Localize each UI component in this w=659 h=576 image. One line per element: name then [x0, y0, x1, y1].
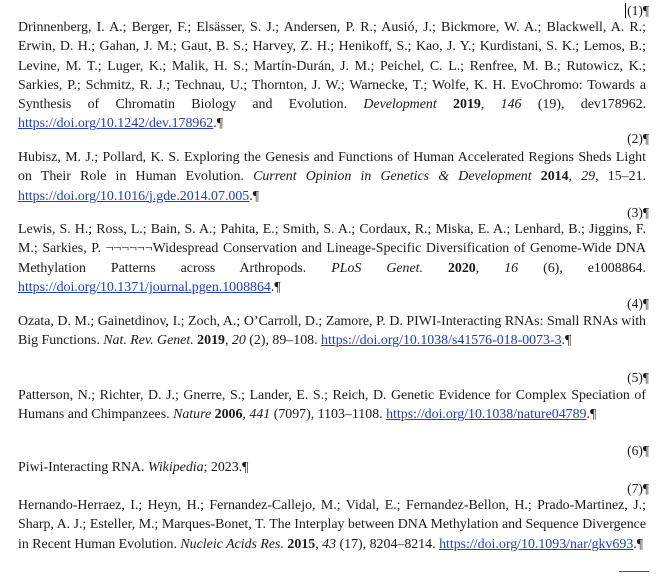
- reference-entry[interactable]: Ozata, D. M.; Gainetdinov, I.; Zoch, A.; O’Carroll, D.; Zamore, P. D. PIWI-Interacting RNAs: Small RNAs with Big Functions. Nat. Rev. Genet. 2019, 20 (2), 89–108. https://doi.org/10.1038/s41576-018-0073-3.¶: [18, 314, 646, 349]
- pilcrow-mark: ¶: [252, 188, 260, 204]
- doi-link[interactable]: https://doi.org/10.1038/nature04789: [386, 407, 587, 423]
- pilcrow-mark: ¶: [242, 460, 249, 475]
- pilcrow-mark: ¶: [274, 279, 281, 295]
- ref-journal: Wikipedia: [148, 460, 204, 475]
- reference-entry[interactable]: Hubisz, M. J.; Pollard, K. S. Exploring the Genesis and Functions of Human Accelerated Regions Sheds Light on Their Role in Human Evolution. Current Opinion in Genetics & Development 2014, 29, 15–21. https://doi.org/10.1016/j.gde.2014.07.005.¶: [18, 150, 646, 204]
- pilcrow-mark: ¶: [565, 333, 572, 349]
- ref-journal: Current Opinion in Genetics & Development: [253, 169, 532, 185]
- ref-number: (4)¶: [627, 296, 649, 311]
- ref-year: 2006: [214, 407, 243, 423]
- pilcrow-mark: ¶: [636, 536, 644, 552]
- ref-journal: Nucleic Acids Res.: [180, 536, 284, 552]
- ref-journal: Nature: [173, 407, 212, 423]
- ref-journal: Nat. Rev. Genet.: [103, 333, 194, 349]
- ref-year: 2019: [197, 333, 225, 349]
- ref-year-note: ; 2023.: [203, 460, 243, 475]
- ref-volume: 20: [231, 333, 246, 349]
- ref-journal: PLoS Genet.: [331, 260, 423, 276]
- ref-year: 2019: [453, 97, 481, 113]
- ref-authors-title: Patterson, N.; Richter, D. J.; Gnerre, S.; Lander, E. S.; Reich, D. Genetic Evidence for Complex Speciation of Humans and Chimpanzees.: [18, 388, 646, 423]
- pilcrow-mark: ¶: [216, 116, 224, 132]
- ref-number: (6)¶: [627, 443, 649, 458]
- ref-year: 2015: [287, 536, 316, 552]
- ref-pages: (2), 89–108.: [245, 333, 322, 349]
- doi-link[interactable]: https://doi.org/10.1242/dev.178962: [18, 116, 214, 132]
- ref-number: (2)¶: [627, 131, 649, 146]
- ref-year: 2020: [447, 260, 476, 276]
- ref-pages: (6), e1008864.: [518, 260, 646, 276]
- ref-pages: (19), dev178962.: [521, 97, 647, 113]
- ref-title: Piwi-Interacting RNA.: [18, 460, 149, 475]
- ref-number: (5)¶: [627, 370, 649, 385]
- ref-volume: 146: [500, 97, 522, 113]
- ref-pages: , 15–21.: [595, 169, 646, 185]
- ref-authors-title: Hubisz, M. J.; Pollard, K. S. Exploring the Genesis and Functions of Human Accelerated Regions Sheds Light on Their Role in Human Evolution.: [18, 150, 646, 185]
- ref-volume: 43: [322, 536, 337, 552]
- ref-year: 2014: [540, 169, 569, 185]
- ref-number: (1)¶: [627, 3, 649, 18]
- ref-authors-title: Lewis, S. H.; Ross, L.; Bain, S. A.; Pahita, E.; Smith, S. A.; Cordaux, R.; Miska, E. A.; Lenhard, B.; Jiggins, F. M.; Sarkies, P. ¬¬¬¬¬¬Widespread Conservation and Lineage-Specific Diversification of Genome-Wide DNA Methylation Patterns across Arthropods.: [18, 222, 646, 276]
- doi-link[interactable]: https://doi.org/10.1371/journal.pgen.1008864: [18, 279, 271, 295]
- ref-authors-title: Ozata, D. M.; Gainetdinov, I.; Zoch, A.; O’Carroll, D.; Zamore, P. D. PIWI-Interacting RNAs: Small RNAs with Big Functions.: [18, 314, 646, 349]
- doi-link[interactable]: https://doi.org/10.1016/j.gde.2014.07.005: [18, 188, 250, 204]
- ref-volume: 441: [249, 407, 271, 423]
- ref-authors-title: Drinnenberg, I. A.; Berger, F.; Elsässer, S. J.; Andersen, P. R.; Ausió, J.; Bickmore, W. A.; Blackwell, A. R.; Erwin, D. H.; Gahan, J. M.; Gaut, B. S.; Harvey, Z. H.; Henikoff, S.; Kao, J. Y.; Kurdistani, S. K.; Lemos, B.; Levine, M. T.; Luger, K.; Malik, H. S.; Martín-Durán, J. M.; Peichel, C. L.; Renfree, M. B.; Rutowicz, K.; Sarkies, P.; Schmitz, R. J.; Technau, U.; Thornton, J. W.; Warnecke, T.; Wolfe, K. H. EvoChromo: Towards a Synthesis of Chromatin Biology and Evolution.: [18, 20, 646, 113]
- ref-number: (3)¶: [627, 205, 649, 220]
- doi-link[interactable]: https://doi.org/10.1038/s41576-018-0073-3: [321, 333, 562, 349]
- pilcrow-mark: ¶: [589, 407, 597, 423]
- doi-link[interactable]: https://doi.org/10.1093/nar/gkv693: [439, 536, 634, 552]
- reference-entry[interactable]: Drinnenberg, I. A.; Berger, F.; Elsässer, S. J.; Andersen, P. R.; Ausió, J.; Bickmore, W. A.; Blackwell, A. R.; Erwin, D. H.; Gahan, J. M.; Gaut, B. S.; Harvey, Z. H.; Henikoff, S.; Kao, J. Y.; Kurdistani, S. K.; Lemos, B.; Levine, M. T.; Luger, K.; Malik, H. S.; Martín-Durán, J. M.; Peichel, C. L.; Renfree, M. B.; Rutowicz, K.; Sarkies, P.; Schmitz, R. J.; Technau, U.; Thornton, J. W.; Warnecke, T.; Wolfe, K. H. EvoChromo: Towards a Synthesis of Chromatin Biology and Evolution. Development 2019, 146 (19), dev178962. https://doi.org/10.1242/dev.178962.¶: [18, 20, 647, 132]
- reference-entry[interactable]: Hernando-Herraez, I.; Heyn, H.; Fernandez-Callejo, M.; Vidal, E.; Fernandez-Bellon, H.; Prado-Martinez, J.; Sharp, A. J.; Esteller, M.; Marques-Bonet, T. The Interplay between DNA Methylation and Sequence Divergence in Recent Human Evolution. Nucleic Acids Res. 2015, 43 (17), 8204–8214. https://doi.org/10.1093/nar/gkv693.¶: [18, 498, 646, 552]
- ref-volume: 29: [581, 169, 596, 185]
- reference-entry[interactable]: [18, 458, 646, 477]
- reference-entry[interactable]: Lewis, S. H.; Ross, L.; Bain, S. A.; Pahita, E.; Smith, S. A.; Cordaux, R.; Miska, E. A.; Lenhard, B.; Jiggins, F. M.; Sarkies, P. ¬¬¬¬¬¬Widespread Conservation and Lineage-Specific Diversification of Genome-Wide DNA Methylation Patterns across Arthropods. PLoS Genet. 2020, 16 (6), e1008864. https://doi.org/10.1371/journal.pgen.1008864.¶: [18, 222, 646, 295]
- ref-number: (7)¶: [627, 481, 649, 496]
- ref-pages: (7097), 1103–1108.: [270, 407, 387, 423]
- ref-pages: (17), 8204–8214.: [336, 536, 440, 552]
- ref-authors-title: Hernando-Herraez, I.; Heyn, H.; Fernandez-Callejo, M.; Vidal, E.; Fernandez-Bellon, H.; Prado-Martinez, J.; Sharp, A. J.; Esteller, M.; Marques-Bonet, T. The Interplay between DNA Methylation and Sequence Divergence in Recent Human Evolution.: [18, 498, 646, 552]
- ref-volume: 16: [504, 260, 519, 276]
- ref-journal: Development: [363, 97, 437, 113]
- page-edge-mark: [619, 571, 649, 576]
- reference-entry[interactable]: Patterson, N.; Richter, D. J.; Gnerre, S.; Lander, E. S.; Reich, D. Genetic Evidence for Complex Speciation of Humans and Chimpanzees. Nature 2006, 441 (7097), 1103–1108. https://doi.org/10.1038/nature04789.¶: [18, 388, 646, 423]
